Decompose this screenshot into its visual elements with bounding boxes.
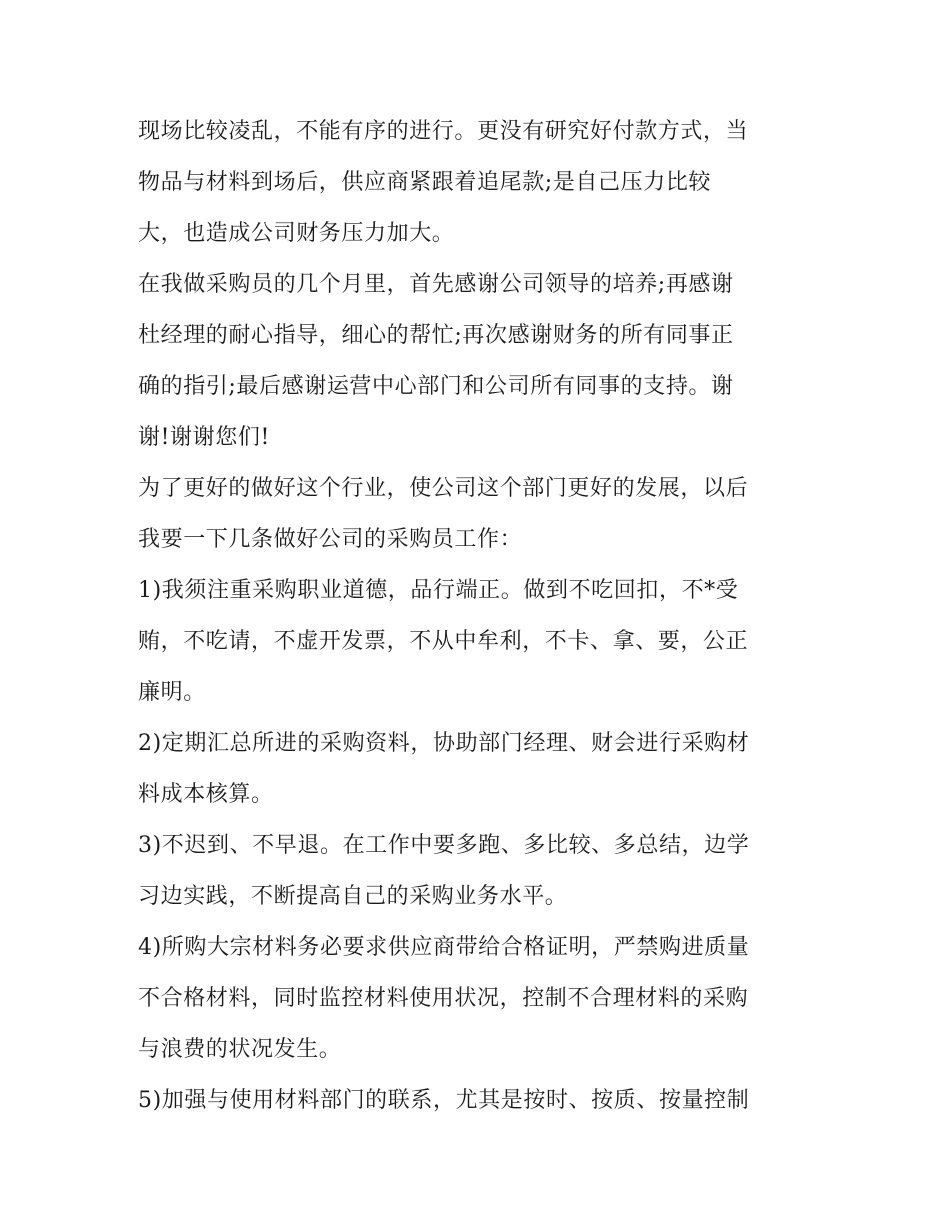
text-line: 习边实践，不断提高自己的采购业务水平。 xyxy=(138,884,568,909)
text-line: 现场比较凌乱，不能有序的进行。更没有研究好付款方式，当 xyxy=(138,119,749,144)
text-line: 我要一下几条做好公司的采购员工作： xyxy=(138,527,523,552)
list-item-1-line: 1)我须注重采购职业道德，品行端正。做到不吃回扣，不*受 xyxy=(138,578,739,603)
text-line: 在我做采购员的几个月里，首先感谢公司领导的培养;再感谢 xyxy=(138,272,734,297)
text-line: 料成本核算。 xyxy=(138,782,274,807)
text-line: 与浪费的状况发生。 xyxy=(138,1037,342,1062)
list-item-2-line: 2)定期汇总所进的采购资料，协助部门经理、财会进行采购材 xyxy=(138,731,750,756)
list-item-4-line: 4)所购大宗材料务必要求供应商带给合格证明，严禁购进质量 xyxy=(138,935,750,960)
text-line: 确的指引;最后感谢运营中心部门和公司所有同事的支持。谢 xyxy=(138,374,734,399)
text-line: 物品与材料到场后，供应商紧跟着追尾款;是自己压力比较 xyxy=(138,170,712,195)
text-line: 廉明。 xyxy=(138,680,206,705)
body-text xyxy=(138,106,828,1126)
text-line: 贿，不吃请，不虚开发票，不从中牟利，不卡、拿、要，公正 xyxy=(138,629,749,654)
text-line: 为了更好的做好这个行业，使公司这个部门更好的发展，以后 xyxy=(138,476,749,501)
text-line: 谢!谢谢您们! xyxy=(138,425,270,450)
list-item-3-line: 3)不迟到、不早退。在工作中要多跑、多比较、多总结，边学 xyxy=(138,833,750,858)
list-item-5-line: 5)加强与使用材料部门的联系，尤其是按时、按质、按量控制 xyxy=(138,1088,750,1113)
text-line: 杜经理的耐心指导，细心的帮忙;再次感谢财务的所有同事正 xyxy=(138,323,734,348)
text-line: 不合格材料，同时监控材料使用状况，控制不合理材料的采购 xyxy=(138,986,749,1011)
text-line: 大，也造成公司财务压力加大。 xyxy=(138,221,455,246)
